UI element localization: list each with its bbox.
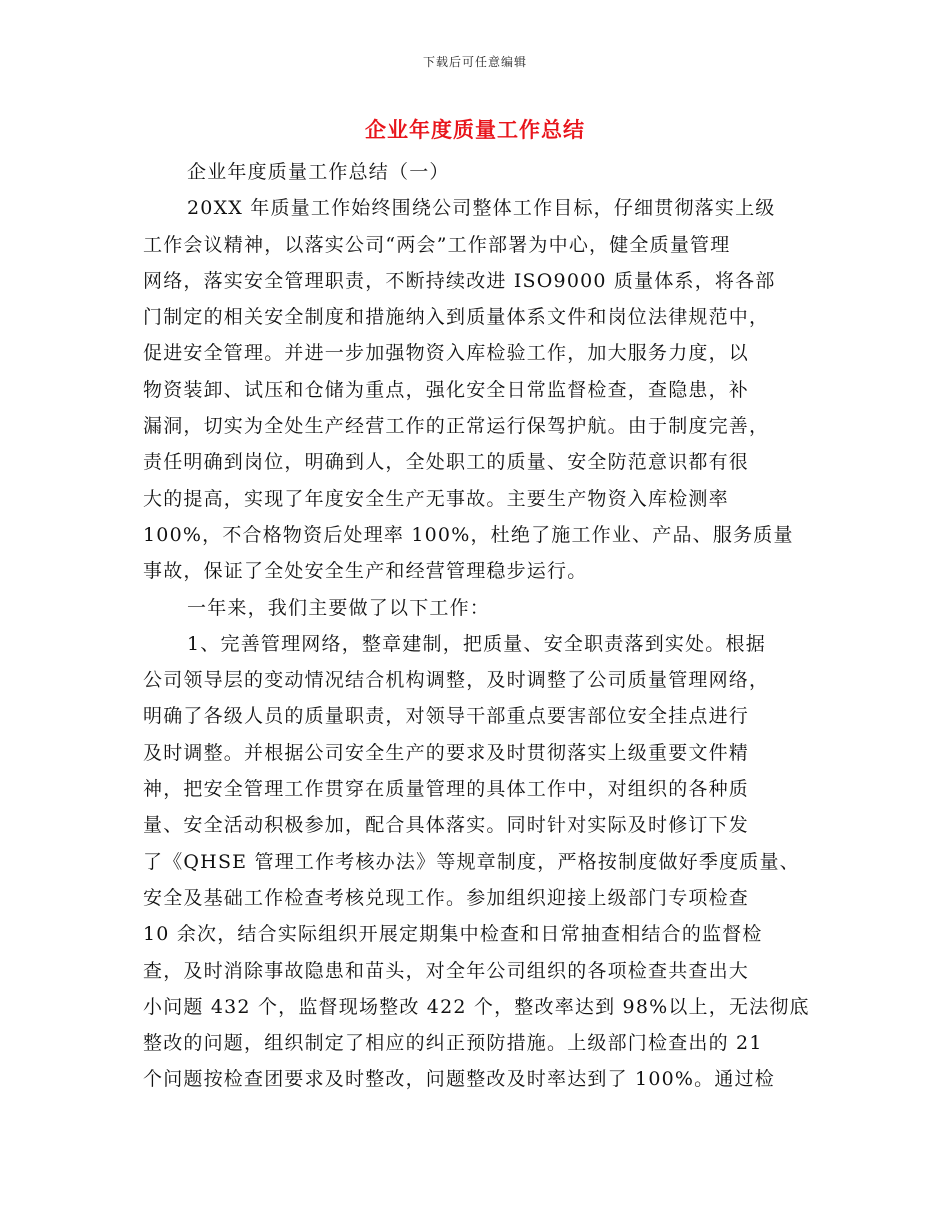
paragraph-line: 量、安全活动积极参加，配合具体落实。同时针对实际及时修订下发 [143,814,750,837]
paragraph-line: 大的提高，实现了年度安全生产无事故。主要生产物资入库检测率 [143,487,729,510]
paragraph-line: 网络，落实安全管理职责，不断持续改进 ISO9000 质量体系，将各部 [143,269,776,292]
paragraph-line: 工作会议精神，以落实公司“两会”工作部署为中心，健全质量管理 [143,233,731,256]
paragraph-line: 安全及基础工作检查考核兑现工作。参加组织迎接上级部门专项检查 [143,886,750,909]
paragraph-line: 漏洞，切实为全处生产经营工作的正常运行保驾护航。由于制度完善， [143,415,770,438]
paragraph-line: 10 余次，结合实际组织开展定期集中检查和日常抽查相结合的监督检 [143,923,763,946]
section-heading: 企业年度质量工作总结（一） [187,161,450,183]
paragraph-line: 明确了各级人员的质量职责，对领导干部重点要害部位安全挂点进行 [143,705,750,728]
paragraph-line: 门制定的相关安全制度和措施纳入到质量体系文件和岗位法律规范中， [143,306,770,329]
document-title: 企业年度质量工作总结 [365,117,585,142]
paragraph-line: 100%，不合格物资后处理率 100%，杜绝了施工作业、产品、服务质量 [143,523,794,546]
paragraph-line: 了《QHSE 管理工作考核办法》等规章制度，严格按制度做好季度质量、 [143,850,800,873]
paragraph-line: 责任明确到岗位，明确到人，全处职工的质量、安全防范意识都有很 [143,451,750,474]
paragraph-line: 物资装卸、试压和仓储为重点，强化安全日常监督检查，查隐患，补 [143,378,750,401]
paragraph-line: 事故，保证了全处安全生产和经营管理稳步运行。 [143,560,588,583]
paragraph-line: 神，把安全管理工作贯穿在质量管理的具体工作中，对组织的各种质 [143,778,750,801]
paragraph-line: 查，及时消除事故隐患和苗头，对全年公司组织的各项检查共查出大 [143,959,750,982]
document-body [143,154,808,1098]
page-header-note: 下载后可任意编辑 [422,55,527,69]
paragraph-line: 促进安全管理。并进一步加强物资入库检验工作，加大服务力度，以 [143,342,750,365]
paragraph-line: 公司领导层的变动情况结合机构调整，及时调整了公司质量管理网络， [143,669,770,692]
paragraph-line: 整改的问题，组织制定了相应的纠正预防措施。上级部门检查出的 21 [143,1032,763,1055]
paragraph-line: 20XX 年质量工作始终围绕公司整体工作目标，仔细贯彻落实上级 [187,197,776,220]
paragraph-line: 一年来，我们主要做了以下工作： [187,596,491,619]
paragraph-line: 个问题按检查团要求及时整改，问题整改及时率达到了 100%。通过检 [143,1068,775,1091]
paragraph-line: 及时调整。并根据公司安全生产的要求及时贯彻落实上级重要文件精 [143,741,750,764]
paragraph-line: 小问题 432 个，监督现场整改 422 个，整改率达到 98%以上，无法彻底 [143,995,810,1018]
paragraph-line: 1、完善管理网络，整章建制，把质量、安全职责落到实处。根据 [187,632,766,655]
